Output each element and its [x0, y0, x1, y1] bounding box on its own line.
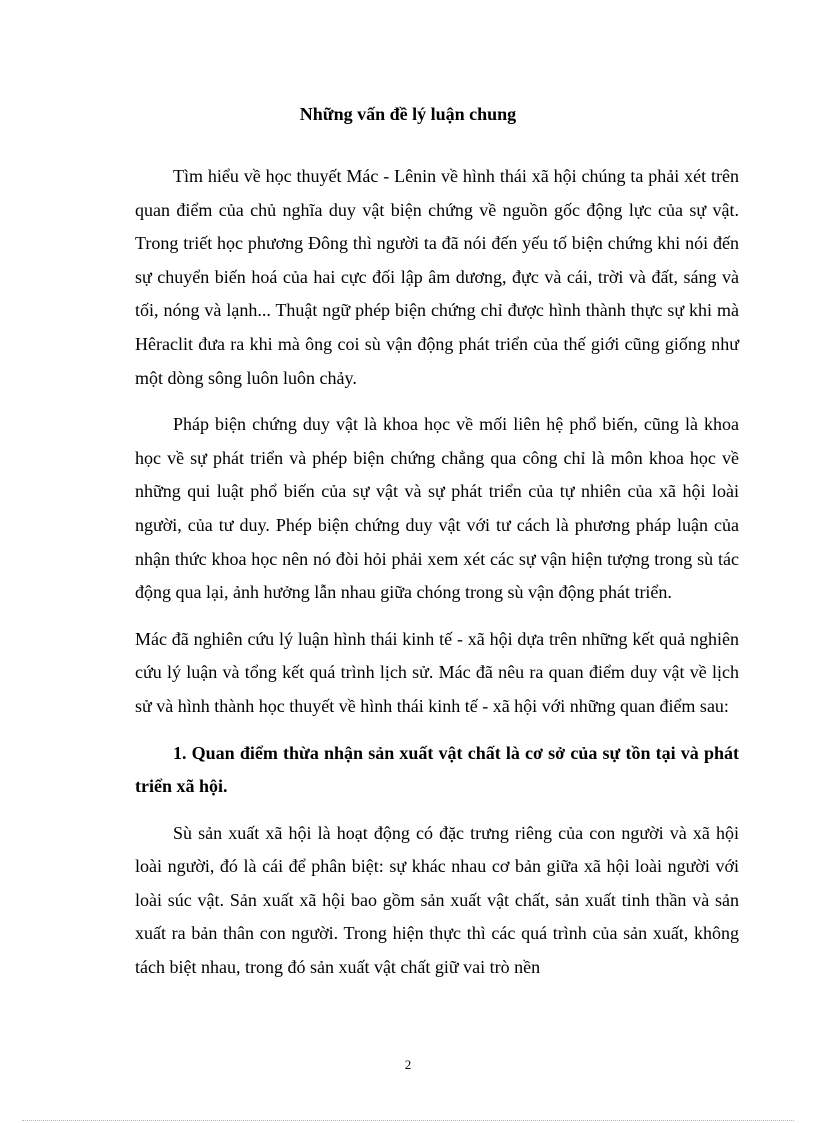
section-heading: 1. Quan điểm thừa nhận sản xuất vật chất là cơ sở của sự tồn tại và phát triển xã hội. [135, 742, 739, 797]
page-title: Những vấn đề lý luận chung [299, 104, 517, 124]
page-number: 2 [404, 1057, 412, 1072]
paragraph-intro: Tìm hiểu về học thuyết Mác - Lênin về hình thái xã hội chúng ta phải xét trên quan điểm của chủ nghĩa duy vật biện chứng về nguồn gốc động lực của sự vật. Trong triết học phương Đông thì người ta đã nói đến yếu tố biện chứng khi nói đến sự chuyển biến hoá của hai cực đối lập âm dương, đực và cái, trời và đất, sáng và tối, nóng và lạnh... Thuật ngữ phép biện chứng chỉ được hình thành thực sự khi mà Hêraclit đưa ra khi mà ông coi sù vận động phát triển của thế giới cũng giống như một dòng sông luôn luôn chảy. [135, 166, 739, 388]
paragraph-marx: Mác đã nghiên cứu lý luận hình thái kinh tế - xã hội dựa trên những kết quả nghiên cứu lý luận và tổng kết quá trình lịch sử. Mác đã nêu ra quan điểm duy vật về lịch sử và hình thành học thuyết về hình thái kinh tế - xã hội với những quan điểm sau: [135, 628, 739, 716]
page-bottom-divider [22, 1120, 794, 1121]
paragraph-dialectics: Pháp biện chứng duy vật là khoa học về mối liên hệ phổ biến, cũng là khoa học về sự phát triển và phép biện chứng chẳng qua công chỉ là môn khoa học về những qui luật phổ biến của sự vật và sự phát triển của tự nhiên của xã hội loài người, của tư duy. Phép biện chứng duy vật với tư cách là phương pháp luận của nhận thức khoa học nên nó đòi hỏi phải xem xét các sự vận hiện tượng trong sù tác động qua lại, ảnh hưởng lẫn nhau giữa chóng trong sù vận động phát triển. [135, 414, 739, 603]
paragraph-production: Sù sản xuất xã hội là hoạt động có đặc trưng riêng của con người và xã hội loài người, đó là cái để phân biệt: sự khác nhau cơ bản giữa xã hội loài người với loài súc vật. Sản xuất xã hội bao gồm sản xuất vật chất, sản xuất tinh thần và sản xuất ra bản thân con người. Trong hiện thực thì các quá trình của sản xuất, không tách biệt nhau, trong đó sản xuất vật chất giữ vai trò nền [135, 822, 739, 978]
document-body [135, 160, 739, 985]
